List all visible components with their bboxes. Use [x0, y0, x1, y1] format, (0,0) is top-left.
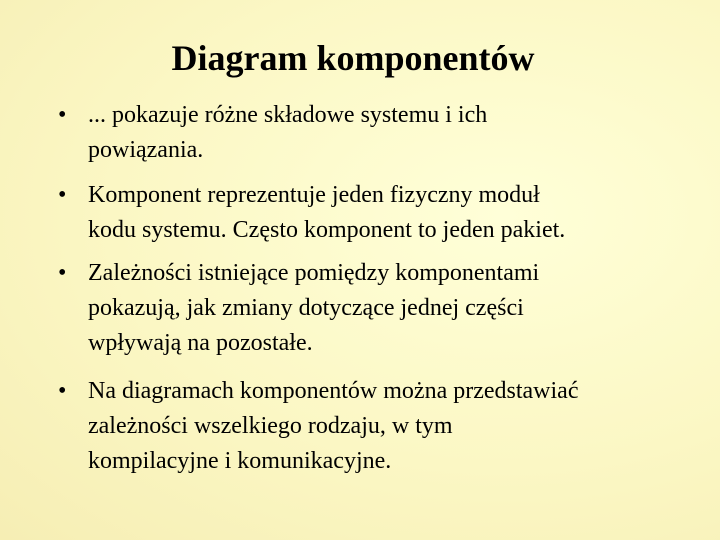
bullet-item [58, 178, 678, 248]
bullet-list [58, 98, 678, 479]
bullet-text-line: Na diagramach komponentów można przedstawiać [88, 378, 579, 404]
bullet-text-line: kompilacyjne i komunikacyjne. [88, 448, 392, 474]
bullet-item [58, 98, 678, 168]
bullet-item [58, 256, 678, 361]
bullet-text-line: Komponent reprezentuje jeden fizyczny moduł [88, 182, 540, 208]
bullet-dot: • [58, 378, 67, 404]
slide-title: Diagram komponentów [171, 38, 535, 78]
bullet-dot: • [58, 182, 67, 208]
bullet-text-line: ... pokazuje różne składowe systemu i ich [88, 102, 488, 128]
bullet-text-line: powiązania. [88, 137, 204, 163]
bullet-item [58, 374, 678, 479]
bullet-text-line: zależności wszelkiego rodzaju, w tym [88, 413, 453, 439]
bullet-dot: • [58, 260, 67, 286]
bullet-dot: • [58, 102, 67, 128]
bullet-text-line: pokazują, jak zmiany dotyczące jednej części [88, 295, 524, 321]
bullet-text-line: wpływają na pozostałe. [88, 330, 313, 356]
bullet-text-line: Zależności istniejące pomiędzy komponentami [88, 260, 540, 286]
bullet-text-line: kodu systemu. Często komponent to jeden pakiet. [88, 217, 566, 243]
